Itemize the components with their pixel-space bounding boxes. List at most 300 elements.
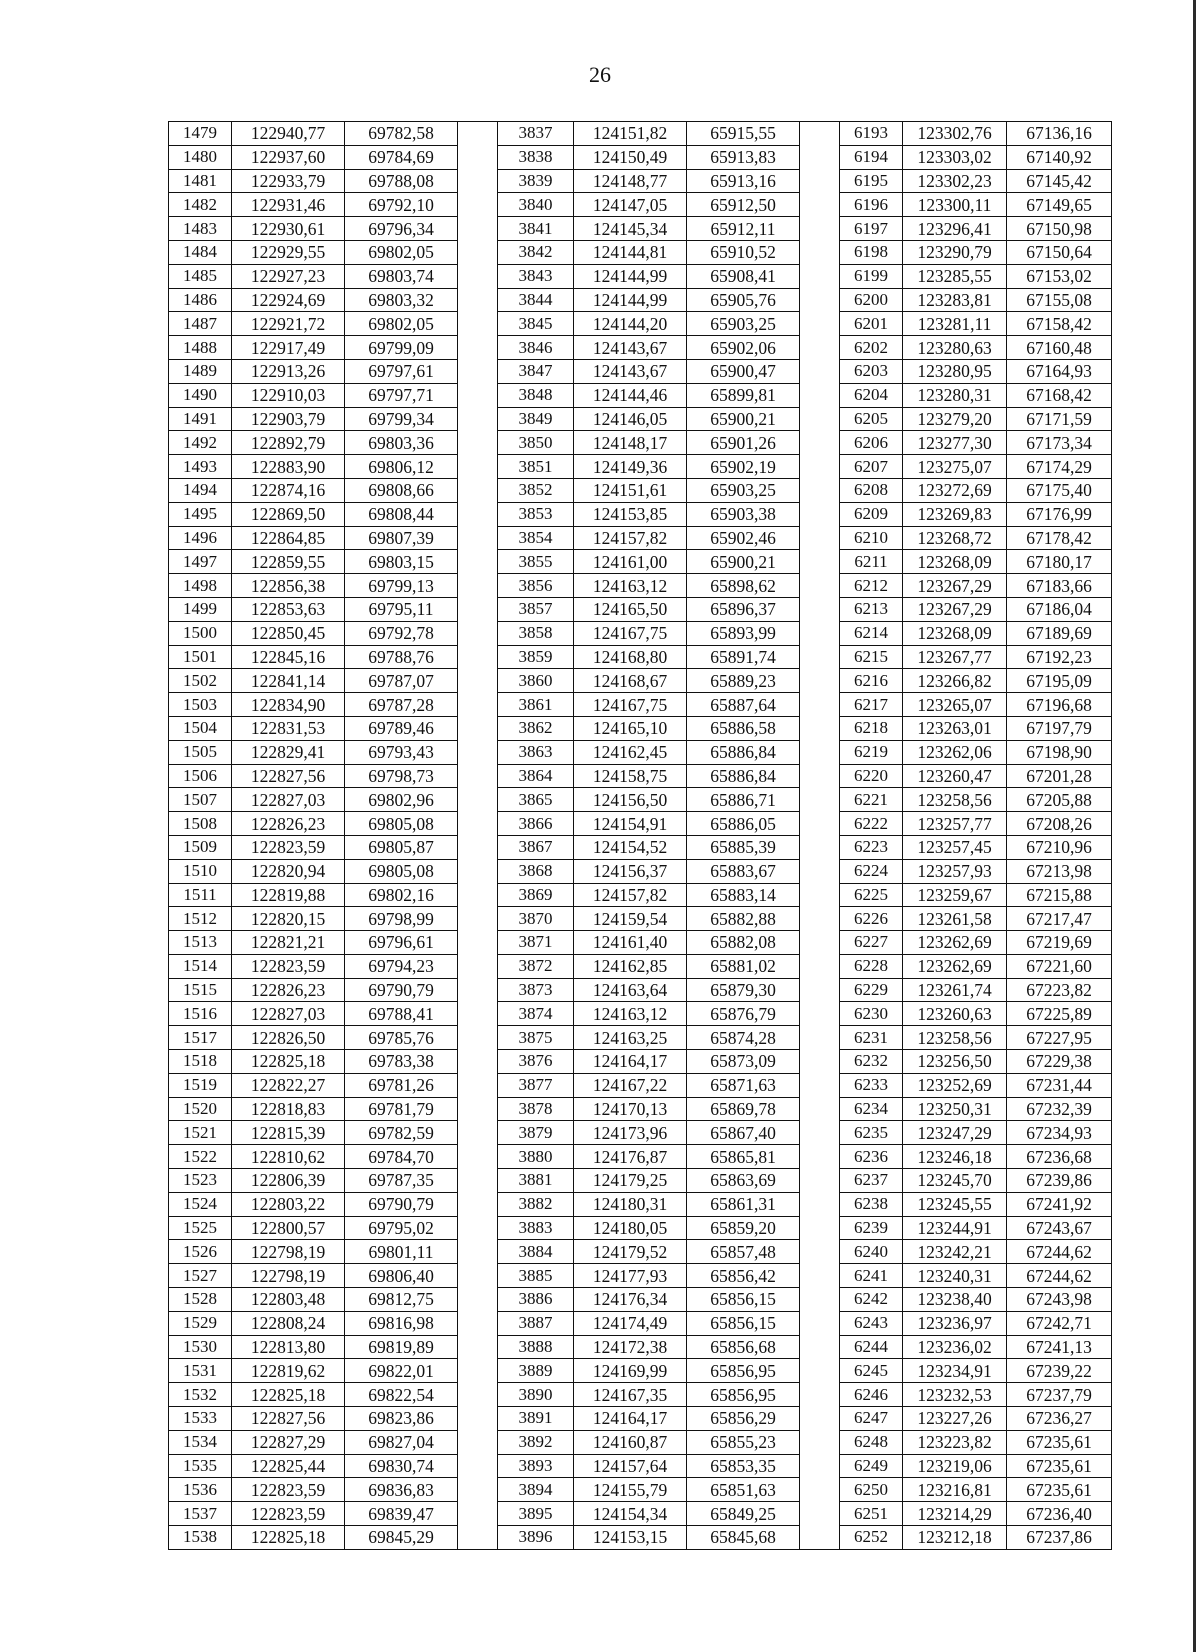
x-coordinate-cell: 123256,50 [903,1050,1007,1074]
y-coordinate-cell: 69805,08 [345,812,458,836]
y-coordinate-cell: 69802,05 [345,312,458,336]
y-coordinate-cell: 65856,95 [687,1359,800,1383]
point-number-cell: 3863 [498,740,574,764]
y-coordinate-cell: 69827,04 [345,1430,458,1454]
point-number-cell: 6248 [840,1430,903,1454]
x-coordinate-cell: 123212,18 [903,1526,1007,1550]
y-coordinate-cell: 67158,42 [1007,312,1112,336]
y-coordinate-cell: 65903,25 [687,478,800,502]
y-coordinate-cell: 67237,79 [1007,1383,1112,1407]
column-group-gap [800,1097,840,1121]
y-coordinate-cell: 67136,16 [1007,122,1112,146]
y-coordinate-cell: 69795,02 [345,1216,458,1240]
y-coordinate-cell: 65851,63 [687,1478,800,1502]
point-number-cell: 3887 [498,1311,574,1335]
column-group-gap [800,240,840,264]
y-coordinate-cell: 67160,48 [1007,336,1112,360]
point-number-cell: 6235 [840,1121,903,1145]
point-number-cell: 6243 [840,1311,903,1335]
column-group-gap [458,954,498,978]
x-coordinate-cell: 122940,77 [232,122,345,146]
x-coordinate-cell: 124153,85 [574,502,687,526]
y-coordinate-cell: 67242,71 [1007,1311,1112,1335]
column-group-gap [458,1526,498,1550]
point-number-cell: 1505 [169,740,232,764]
point-number-cell: 1533 [169,1407,232,1431]
y-coordinate-cell: 65902,06 [687,336,800,360]
point-number-cell: 1490 [169,383,232,407]
column-group-gap [458,240,498,264]
point-number-cell: 6193 [840,122,903,146]
point-number-cell: 3850 [498,431,574,455]
y-coordinate-cell: 65873,09 [687,1050,800,1074]
point-number-cell: 1481 [169,169,232,193]
column-group-gap [800,169,840,193]
column-group-gap [458,669,498,693]
x-coordinate-cell: 122819,62 [232,1359,345,1383]
x-coordinate-cell: 122800,57 [232,1216,345,1240]
table-row [169,455,1112,479]
column-group-gap [800,1526,840,1550]
point-number-cell: 3852 [498,478,574,502]
point-number-cell: 3866 [498,812,574,836]
y-coordinate-cell: 69798,73 [345,764,458,788]
x-coordinate-cell: 124164,17 [574,1407,687,1431]
column-group-gap [458,1383,498,1407]
point-number-cell: 3858 [498,621,574,645]
x-coordinate-cell: 123260,47 [903,764,1007,788]
point-number-cell: 1504 [169,716,232,740]
point-number-cell: 1485 [169,264,232,288]
x-coordinate-cell: 122826,23 [232,812,345,836]
column-group-gap [458,145,498,169]
y-coordinate-cell: 65887,64 [687,693,800,717]
point-number-cell: 1522 [169,1145,232,1169]
point-number-cell: 3878 [498,1097,574,1121]
point-number-cell: 1491 [169,407,232,431]
column-group-gap [800,1478,840,1502]
x-coordinate-cell: 124154,52 [574,835,687,859]
y-coordinate-cell: 67180,17 [1007,550,1112,574]
x-coordinate-cell: 124157,82 [574,883,687,907]
column-group-gap [800,859,840,883]
y-coordinate-cell: 69792,10 [345,193,458,217]
column-group-gap [800,193,840,217]
x-coordinate-cell: 123263,01 [903,716,1007,740]
x-coordinate-cell: 122798,19 [232,1264,345,1288]
point-number-cell: 3886 [498,1288,574,1312]
y-coordinate-cell: 65903,25 [687,312,800,336]
table-row [169,1526,1112,1550]
column-group-gap [800,312,840,336]
point-number-cell: 6240 [840,1240,903,1264]
point-number-cell: 3838 [498,145,574,169]
point-number-cell: 3845 [498,312,574,336]
y-coordinate-cell: 69802,05 [345,240,458,264]
point-number-cell: 6228 [840,954,903,978]
x-coordinate-cell: 122937,60 [232,145,345,169]
x-coordinate-cell: 122850,45 [232,621,345,645]
y-coordinate-cell: 65886,58 [687,716,800,740]
column-group-gap [800,574,840,598]
x-coordinate-cell: 122813,80 [232,1335,345,1359]
point-number-cell: 3864 [498,764,574,788]
x-coordinate-cell: 124165,10 [574,716,687,740]
y-coordinate-cell: 69781,26 [345,1073,458,1097]
x-coordinate-cell: 122831,53 [232,716,345,740]
x-coordinate-cell: 122826,23 [232,978,345,1002]
point-number-cell: 3894 [498,1478,574,1502]
y-coordinate-cell: 69782,59 [345,1121,458,1145]
column-group-gap [800,122,840,146]
column-group-gap [458,1216,498,1240]
x-coordinate-cell: 124162,85 [574,954,687,978]
table-row [169,788,1112,812]
point-number-cell: 1516 [169,1002,232,1026]
point-number-cell: 1518 [169,1050,232,1074]
y-coordinate-cell: 67150,64 [1007,240,1112,264]
table-row [169,1359,1112,1383]
x-coordinate-cell: 124162,45 [574,740,687,764]
x-coordinate-cell: 124147,05 [574,193,687,217]
x-coordinate-cell: 122930,61 [232,217,345,241]
y-coordinate-cell: 65856,15 [687,1288,800,1312]
point-number-cell: 3870 [498,907,574,931]
point-number-cell: 6242 [840,1288,903,1312]
x-coordinate-cell: 122823,59 [232,835,345,859]
x-coordinate-cell: 124176,87 [574,1145,687,1169]
x-coordinate-cell: 124170,13 [574,1097,687,1121]
y-coordinate-cell: 67235,61 [1007,1454,1112,1478]
column-group-gap [800,764,840,788]
x-coordinate-cell: 123242,21 [903,1240,1007,1264]
y-coordinate-cell: 69807,39 [345,526,458,550]
column-group-gap [800,597,840,621]
y-coordinate-cell: 67149,65 [1007,193,1112,217]
point-number-cell: 6197 [840,217,903,241]
table-row [169,1192,1112,1216]
y-coordinate-cell: 65898,62 [687,574,800,598]
column-group-gap [800,1288,840,1312]
x-coordinate-cell: 122819,88 [232,883,345,907]
point-number-cell: 3867 [498,835,574,859]
y-coordinate-cell: 69795,11 [345,597,458,621]
x-coordinate-cell: 123238,40 [903,1288,1007,1312]
x-coordinate-cell: 122829,41 [232,740,345,764]
point-number-cell: 6238 [840,1192,903,1216]
x-coordinate-cell: 122823,59 [232,954,345,978]
y-coordinate-cell: 69816,98 [345,1311,458,1335]
point-number-cell: 3889 [498,1359,574,1383]
column-group-gap [458,1359,498,1383]
x-coordinate-cell: 124148,77 [574,169,687,193]
y-coordinate-cell: 67176,99 [1007,502,1112,526]
y-coordinate-cell: 67236,40 [1007,1502,1112,1526]
column-group-gap [800,1407,840,1431]
point-number-cell: 6230 [840,1002,903,1026]
column-group-gap [800,1192,840,1216]
y-coordinate-cell: 69799,09 [345,336,458,360]
point-number-cell: 1528 [169,1288,232,1312]
point-number-cell: 1524 [169,1192,232,1216]
column-group-gap [458,1478,498,1502]
y-coordinate-cell: 69792,78 [345,621,458,645]
point-number-cell: 6201 [840,312,903,336]
table-row [169,526,1112,550]
point-number-cell: 1513 [169,931,232,955]
table-row [169,217,1112,241]
table-row [169,431,1112,455]
point-number-cell: 3857 [498,597,574,621]
point-number-cell: 6195 [840,169,903,193]
y-coordinate-cell: 67235,61 [1007,1430,1112,1454]
x-coordinate-cell: 124158,75 [574,764,687,788]
point-number-cell: 3892 [498,1430,574,1454]
y-coordinate-cell: 69803,32 [345,288,458,312]
x-coordinate-cell: 124149,36 [574,455,687,479]
x-coordinate-cell: 122869,50 [232,502,345,526]
table-row [169,716,1112,740]
y-coordinate-cell: 67205,88 [1007,788,1112,812]
y-coordinate-cell: 67244,62 [1007,1240,1112,1264]
point-number-cell: 6216 [840,669,903,693]
x-coordinate-cell: 123236,97 [903,1311,1007,1335]
x-coordinate-cell: 124163,64 [574,978,687,1002]
x-coordinate-cell: 123245,55 [903,1192,1007,1216]
x-coordinate-cell: 124173,96 [574,1121,687,1145]
column-group-gap [800,288,840,312]
point-number-cell: 6212 [840,574,903,598]
x-coordinate-cell: 122834,90 [232,693,345,717]
column-group-gap [800,1383,840,1407]
x-coordinate-cell: 122827,56 [232,1407,345,1431]
point-number-cell: 1487 [169,312,232,336]
y-coordinate-cell: 69796,61 [345,931,458,955]
y-coordinate-cell: 69812,75 [345,1288,458,1312]
point-number-cell: 6246 [840,1383,903,1407]
point-number-cell: 3862 [498,716,574,740]
table-row [169,740,1112,764]
y-coordinate-cell: 65867,40 [687,1121,800,1145]
point-number-cell: 6208 [840,478,903,502]
x-coordinate-cell: 124167,75 [574,621,687,645]
column-group-gap [458,597,498,621]
y-coordinate-cell: 65863,69 [687,1169,800,1193]
point-number-cell: 3879 [498,1121,574,1145]
y-coordinate-cell: 65856,68 [687,1335,800,1359]
column-group-gap [800,550,840,574]
table-row [169,954,1112,978]
x-coordinate-cell: 123262,06 [903,740,1007,764]
x-coordinate-cell: 123216,81 [903,1478,1007,1502]
table-row [169,907,1112,931]
y-coordinate-cell: 69781,79 [345,1097,458,1121]
y-coordinate-cell: 65857,48 [687,1240,800,1264]
y-coordinate-cell: 69788,76 [345,645,458,669]
point-number-cell: 3890 [498,1383,574,1407]
column-group-gap [800,740,840,764]
point-number-cell: 1517 [169,1026,232,1050]
table-row [169,1169,1112,1193]
table-row [169,1145,1112,1169]
point-number-cell: 6213 [840,597,903,621]
x-coordinate-cell: 123300,11 [903,193,1007,217]
point-number-cell: 6202 [840,336,903,360]
y-coordinate-cell: 69805,08 [345,859,458,883]
table-row [169,312,1112,336]
column-group-gap [800,431,840,455]
column-group-gap [458,764,498,788]
x-coordinate-cell: 123280,31 [903,383,1007,407]
x-coordinate-cell: 122803,48 [232,1288,345,1312]
point-number-cell: 1499 [169,597,232,621]
x-coordinate-cell: 124167,75 [574,693,687,717]
x-coordinate-cell: 124156,37 [574,859,687,883]
column-group-gap [800,907,840,931]
x-coordinate-cell: 123272,69 [903,478,1007,502]
column-group-gap [800,693,840,717]
y-coordinate-cell: 67164,93 [1007,359,1112,383]
point-number-cell: 1530 [169,1335,232,1359]
point-number-cell: 3874 [498,1002,574,1026]
x-coordinate-cell: 122874,16 [232,478,345,502]
x-coordinate-cell: 123268,72 [903,526,1007,550]
point-number-cell: 3855 [498,550,574,574]
y-coordinate-cell: 65856,29 [687,1407,800,1431]
x-coordinate-cell: 123262,69 [903,954,1007,978]
table-row [169,193,1112,217]
y-coordinate-cell: 67189,69 [1007,621,1112,645]
table-row [169,169,1112,193]
point-number-cell: 6200 [840,288,903,312]
column-group-gap [800,716,840,740]
x-coordinate-cell: 122825,44 [232,1454,345,1478]
table-row [169,288,1112,312]
point-number-cell: 1532 [169,1383,232,1407]
x-coordinate-cell: 124159,54 [574,907,687,931]
y-coordinate-cell: 65874,28 [687,1026,800,1050]
table-row [169,1311,1112,1335]
point-number-cell: 3839 [498,169,574,193]
table-row [169,1478,1112,1502]
table-row [169,264,1112,288]
y-coordinate-cell: 69784,70 [345,1145,458,1169]
x-coordinate-cell: 122845,16 [232,645,345,669]
x-coordinate-cell: 123227,26 [903,1407,1007,1431]
point-number-cell: 3841 [498,217,574,241]
x-coordinate-cell: 122823,59 [232,1478,345,1502]
y-coordinate-cell: 65879,30 [687,978,800,1002]
y-coordinate-cell: 65849,25 [687,1502,800,1526]
point-number-cell: 6232 [840,1050,903,1074]
y-coordinate-cell: 69787,07 [345,669,458,693]
y-coordinate-cell: 65896,37 [687,597,800,621]
x-coordinate-cell: 123280,95 [903,359,1007,383]
x-coordinate-cell: 123267,77 [903,645,1007,669]
y-coordinate-cell: 69789,46 [345,716,458,740]
x-coordinate-cell: 123290,79 [903,240,1007,264]
point-number-cell: 1525 [169,1216,232,1240]
x-coordinate-cell: 122827,29 [232,1430,345,1454]
x-coordinate-cell: 122903,79 [232,407,345,431]
point-number-cell: 6234 [840,1097,903,1121]
y-coordinate-cell: 69797,61 [345,359,458,383]
x-coordinate-cell: 122924,69 [232,288,345,312]
x-coordinate-cell: 122931,46 [232,193,345,217]
x-coordinate-cell: 124144,99 [574,264,687,288]
column-group-gap [458,1097,498,1121]
y-coordinate-cell: 65910,52 [687,240,800,264]
x-coordinate-cell: 123245,70 [903,1169,1007,1193]
x-coordinate-cell: 124172,38 [574,1335,687,1359]
y-coordinate-cell: 69799,34 [345,407,458,431]
x-coordinate-cell: 123219,06 [903,1454,1007,1478]
y-coordinate-cell: 69801,11 [345,1240,458,1264]
point-number-cell: 1520 [169,1097,232,1121]
x-coordinate-cell: 122815,39 [232,1121,345,1145]
point-number-cell: 1483 [169,217,232,241]
y-coordinate-cell: 69808,44 [345,502,458,526]
x-coordinate-cell: 123257,45 [903,835,1007,859]
column-group-gap [458,1430,498,1454]
y-coordinate-cell: 67219,69 [1007,931,1112,955]
column-group-gap [800,788,840,812]
point-number-cell: 6250 [840,1478,903,1502]
x-coordinate-cell: 124179,25 [574,1169,687,1193]
y-coordinate-cell: 65908,41 [687,264,800,288]
y-coordinate-cell: 65883,14 [687,883,800,907]
column-group-gap [458,550,498,574]
y-coordinate-cell: 69836,83 [345,1478,458,1502]
table-row [169,812,1112,836]
y-coordinate-cell: 67239,22 [1007,1359,1112,1383]
x-coordinate-cell: 124174,49 [574,1311,687,1335]
x-coordinate-cell: 124168,80 [574,645,687,669]
point-number-cell: 3888 [498,1335,574,1359]
table-row [169,1335,1112,1359]
column-group-gap [458,859,498,883]
x-coordinate-cell: 124151,61 [574,478,687,502]
column-group-gap [458,1002,498,1026]
y-coordinate-cell: 65856,42 [687,1264,800,1288]
column-group-gap [800,407,840,431]
x-coordinate-cell: 122856,38 [232,574,345,598]
table-row [169,240,1112,264]
table-row [169,1430,1112,1454]
y-coordinate-cell: 69819,89 [345,1335,458,1359]
table-row [169,1240,1112,1264]
x-coordinate-cell: 124143,67 [574,336,687,360]
column-group-gap [458,1335,498,1359]
y-coordinate-cell: 65905,76 [687,288,800,312]
point-number-cell: 1531 [169,1359,232,1383]
table-row [169,859,1112,883]
column-group-gap [458,288,498,312]
x-coordinate-cell: 122808,24 [232,1311,345,1335]
x-coordinate-cell: 123302,23 [903,169,1007,193]
y-coordinate-cell: 67192,23 [1007,645,1112,669]
y-coordinate-cell: 65886,84 [687,740,800,764]
point-number-cell: 3871 [498,931,574,955]
x-coordinate-cell: 122933,79 [232,169,345,193]
x-coordinate-cell: 123261,74 [903,978,1007,1002]
column-group-gap [458,1121,498,1145]
x-coordinate-cell: 123247,29 [903,1121,1007,1145]
x-coordinate-cell: 124143,67 [574,359,687,383]
point-number-cell: 6226 [840,907,903,931]
x-coordinate-cell: 123285,55 [903,264,1007,288]
x-coordinate-cell: 122810,62 [232,1145,345,1169]
